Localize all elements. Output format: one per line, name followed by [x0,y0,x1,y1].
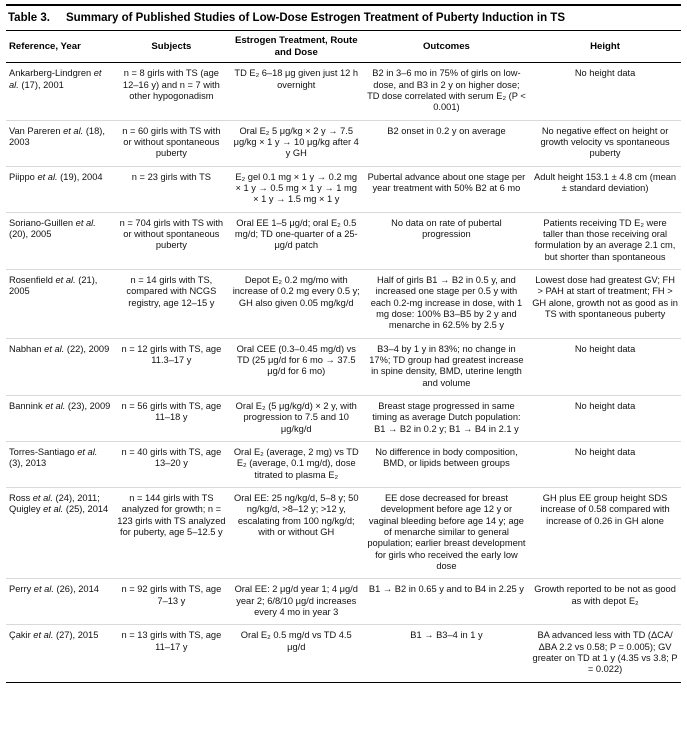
col-header-height: Height [529,31,681,63]
reference-text: Çakir [9,630,34,641]
cell-reference-year [6,63,114,120]
cell-estrogen-treatment: Depot E₂ 0.2 mg/mo with increase of 0.2 mg every 0.5 y; GH also given 0.05 mg/kg/d [229,270,364,339]
cell-estrogen-treatment: Oral EE: 2 μg/d year 1; 4 μg/d year 2; 6/8/10 μg/d increases every 4 mo in year 3 [229,579,364,625]
reference-etal-text: et al. [33,584,54,595]
reference-text: (19), 2004 [57,171,103,182]
col-header-estrogen-treatment: Estrogen Treatment, Route and Dose [229,31,364,63]
cell-height: No height data [529,338,681,395]
cell-height: No negative effect on height or growth velocity vs spontaneous puberty [529,120,681,166]
col-header-subjects: Subjects [114,31,229,63]
cell-outcomes: No difference in body composition, BMD, or lipids between groups [364,441,529,487]
reference-text: Piippo [9,171,38,182]
reference-text: Ross [9,492,33,503]
reference-etal-text: et al. [43,504,64,515]
cell-subjects: n = 23 girls with TS [114,166,229,212]
cell-height: Patients receiving TD E₂ were taller than those receiving oral formulation by an average 2.1 cm, but shorter than spontaneous [529,212,681,269]
cell-height: No height data [529,441,681,487]
cell-outcomes: B1 → B2 in 0.65 y and to B4 in 2.25 y [364,579,529,625]
cell-height: No height data [574,68,636,79]
cell-estrogen-treatment: Oral EE: 25 ng/kg/d, 5–8 y; 50 ng/kg/d, >8–12 y; >12 y, escalating from 100 ng/kg/d; with or without GH [229,487,364,578]
table-row [6,441,681,487]
reference-etal-text: et al. [75,217,96,228]
reference-text: Van Pareren [9,125,64,136]
cell-outcomes: EE dose decreased for breast development before age 12 y or vaginal bleeding before age 14 y; age of menarche similar to general population; earlier breast development for girls who received the early low dose [364,487,529,578]
table-body [6,63,681,682]
cell-subjects: n = 704 girls with TS with or without spontaneous puberty [114,212,229,269]
reference-text: (21), 2005 [9,275,98,297]
cell-subjects: n = 92 girls with TS, age 7–13 y [114,579,229,625]
reference-text: (23), 2009 [65,400,111,411]
reference-text: (26), 2014 [53,584,99,595]
reference-etal-text: et al. [37,171,58,182]
reference-text: (20), 2005 [9,229,52,240]
col-header-outcomes: Outcomes [364,31,529,63]
reference-text: Nabhan [9,343,45,354]
cell-reference-year [6,120,114,166]
table-caption [6,4,681,30]
cell-estrogen-treatment: Oral E₂ (5 μg/kg/d) × 2 y, with progression to 7.5 and 10 μg/kg/d [229,395,364,441]
reference-etal-text: et al. [77,446,98,457]
cell-subjects: n = 40 girls with TS, age 13–20 y [114,441,229,487]
table-row [6,212,681,269]
table-row [6,625,681,682]
cell-height: GH plus EE group height SDS increase of 0.58 compared with increase of 0.26 in GH alone [529,487,681,578]
reference-text: (25), 2014 [63,504,109,515]
cell-outcomes: No data on rate of pubertal progression [364,212,529,269]
cell-reference-year [6,270,114,339]
cell-height: No height data [529,395,681,441]
cell-estrogen-treatment: Oral CEE (0.3–0.45 mg/d) vs TD (25 μg/d for 6 mo → 37.5 μg/d for 6 mo) [229,338,364,395]
reference-etal-text: et al. [55,275,76,285]
table-caption-title: Summary of Published Studies of Low-Dose Estrogen Treatment of Puberty Induction in TS [65,12,565,24]
cell-subjects: n = 13 girls with TS, age 11–17 y [114,625,229,682]
reference-text: Perry [9,584,34,595]
cell-estrogen-treatment: Oral EE 1–5 μg/d; oral E₂ 0.5 mg/d; TD one-quarter of a 25-μg/d patch [229,212,364,269]
table-row [6,63,681,120]
table-row [6,166,681,212]
table-row [6,270,681,339]
cell-estrogen-treatment: Oral E₂ (average, 2 mg) vs TD E₂ (average, 0.1 mg/d), dose titrated to plasma E₂ [229,441,364,487]
reference-etal-text: et al. [9,68,102,90]
reference-etal-text: et al. [32,492,53,503]
cell-reference-year [6,338,114,395]
reference-text: (3), 2013 [9,458,47,469]
cell-subjects: n = 60 girls with TS with or without spontaneous puberty [114,120,229,166]
cell-outcomes: B2 onset in 0.2 y on average [364,120,529,166]
cell-estrogen-treatment: Oral E₂ 0.5 mg/d vs TD 4.5 μg/d [229,625,364,682]
cell-outcomes: Breast stage progressed in same timing as average Dutch population: B1 → B2 in 0.2 y; B1 → B4 in 2.1 y [364,395,529,441]
table-header [6,31,681,63]
cell-outcomes: B2 in 3–6 mo in 75% of girls on low-dose, and B3 in 2 y on higher dose; TD dose correlated with serum E₂ (P < 0.001) [367,68,526,113]
reference-etal-text: et al. [44,343,65,354]
cell-subjects: n = 8 girls with TS (age 12–16 y) and n = 7 with other hypogonadism [122,68,220,102]
cell-outcomes: B3–4 by 1 y in 83%; no change in 17%; TD group had greatest increase in spine density, BMD, uterine length and volume [364,338,529,395]
cell-estrogen-treatment: Oral E₂ 5 μg/kg × 2 y → 7.5 μg/kg × 1 y → 10 μg/kg after 4 y GH [229,120,364,166]
cell-reference-year [6,487,114,578]
reference-etal-text: et al. [33,630,54,641]
cell-reference-year [6,441,114,487]
reference-text: Torres-Santiago [9,446,78,457]
cell-subjects: n = 56 girls with TS, age 11–18 y [114,395,229,441]
cell-subjects: n = 144 girls with TS analyzed for growth; n = 123 girls with TS analyzed for puberty, age 5–12.5 y [114,487,229,578]
cell-estrogen-treatment: E₂ gel 0.1 mg × 1 y → 0.2 mg × 1 y → 0.5 mg × 1 y → 1 mg × 1 y → 1.5 mg × 1 y [229,166,364,212]
cell-outcomes: Pubertal advance about one stage per year treatment with 50% B2 at 6 mo [364,166,529,212]
cell-outcomes: B1 → B3–4 in 1 y [364,625,529,682]
cell-height: Lowest dose had greatest GV; FH > PAH at start of treatment; FH > GH alone, growth not as good as in TS with spontaneous puberty [529,270,681,339]
reference-etal-text: et al. [63,125,84,136]
cell-subjects: n = 12 girls with TS, age 11.3–17 y [114,338,229,395]
col-header-reference-year: Reference, Year [6,31,114,63]
reference-text: (27), 2015 [53,630,99,641]
table-row [6,579,681,625]
reference-text: (22), 2009 [64,343,110,354]
table-row [6,338,681,395]
cell-subjects: n = 14 girls with TS, compared with NCGS registry, age 12–15 y [114,270,229,339]
reference-text: (24), 2011; Quigley [9,492,100,515]
table-header-row [6,31,681,63]
cell-reference-year [6,166,114,212]
cell-height: Adult height 153.1 ± 4.8 cm (mean ± standard deviation) [529,166,681,212]
reference-text: Ankarberg-Lindgren [9,68,94,79]
table-caption-label: Table 3. [8,12,50,24]
table-row [6,487,681,578]
studies-table [6,30,681,683]
reference-text: (18), 2003 [9,125,105,148]
cell-height: BA advanced less with TD (ΔCA/ΔBA 2.2 vs 0.58; P = 0.005); GV greater on TD at 1 y (4.35 vs 3.8; P = 0.022) [529,625,681,682]
table-row [6,395,681,441]
cell-outcomes: Half of girls B1 → B2 in 0.5 y, and increased one stage per 0.5 y with each 0.2-mg increase in dose, with 1 mg dose: 100% B3–B5 by 2 y and menarche in 62.5% by 2.5 y [364,270,529,339]
table-row [6,120,681,166]
reference-text: (17), 2001 [18,79,64,90]
cell-reference-year [6,625,114,682]
reference-text: Bannink [9,400,46,411]
reference-text: Rosenfield [9,275,56,285]
cell-reference-year [6,579,114,625]
reference-text: Soriano-Guillen [9,217,76,228]
cell-estrogen-treatment: TD E₂ 6–18 μg given just 12 h overnight [234,68,359,90]
reference-etal-text: et al. [45,400,66,411]
cell-height: Growth reported to be not as good as with depot E₂ [529,579,681,625]
cell-reference-year [6,395,114,441]
cell-reference-year [6,212,114,269]
